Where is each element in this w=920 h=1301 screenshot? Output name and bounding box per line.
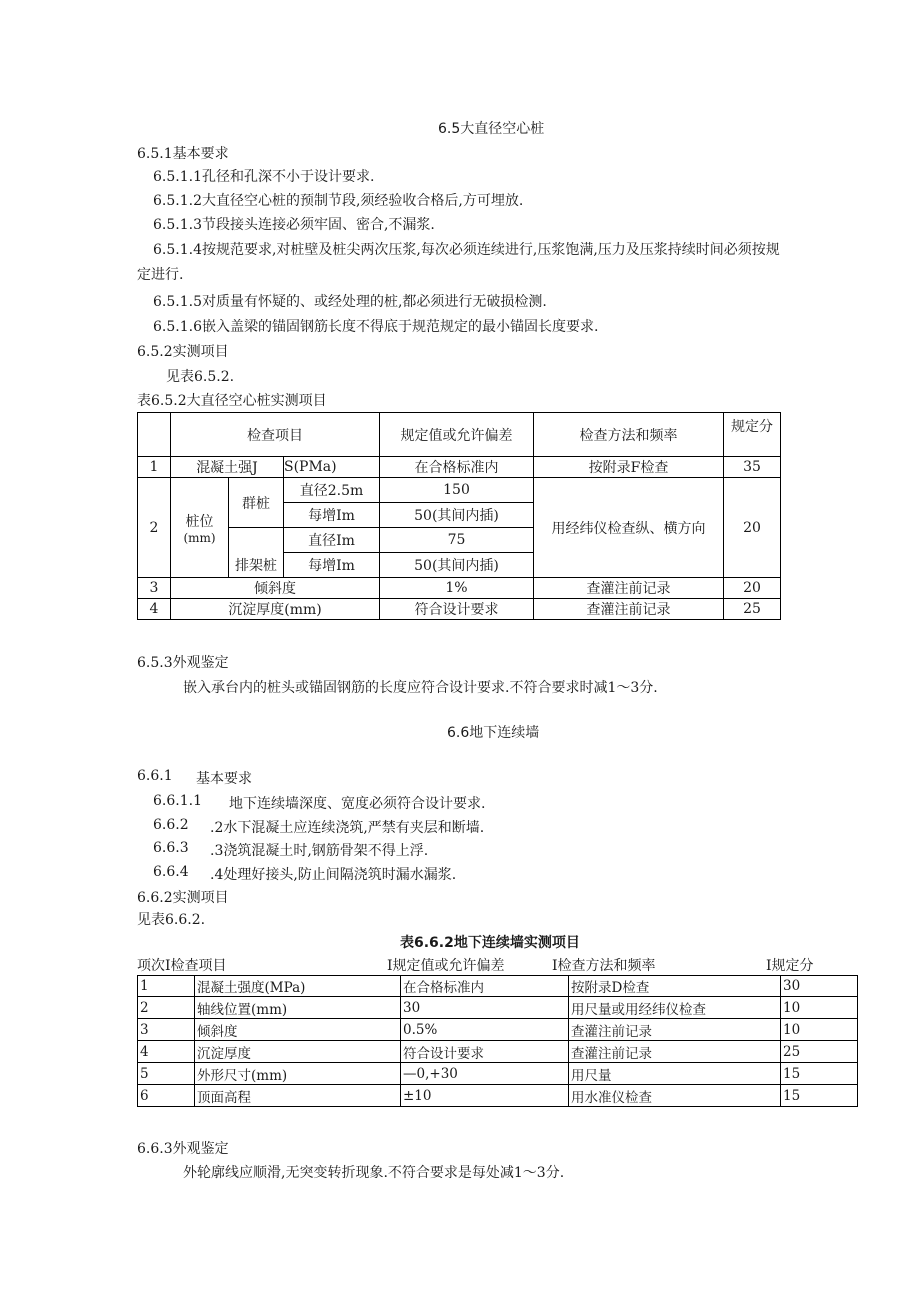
see-table-6-5-2: 见表6.5.2. <box>166 369 235 385</box>
cell-no: 1 <box>138 976 195 997</box>
row-score: 20 <box>724 578 781 599</box>
heading-6-6-2: 6.6.2实测项目 <box>137 890 229 906</box>
para-6-5-1-4: 6.5.1.4按规范要求,对桩壁及桩尖两次压浆,每次必须连续进行,压浆饱满,压力及压浆持续时间必须按规 <box>153 242 780 258</box>
cell-value: ±10 <box>401 1085 569 1107</box>
pile-position-label: 桩位 <box>185 513 214 530</box>
row-value: 符合设计要求 <box>380 599 534 620</box>
cell-value: 0.5% <box>401 1019 569 1041</box>
heading-6-5-1: 6.5.1基本要求 <box>137 146 229 162</box>
table-row <box>138 997 858 1019</box>
header-value: 规定值或允许偏差 <box>380 413 534 457</box>
list-6-6-1-1-text: 地下连续墙深度、宽度必须符合设计要求. <box>229 796 486 812</box>
cell-score: 30 <box>781 976 858 997</box>
sub-item: 每增Im <box>284 503 380 528</box>
row-item-unit: S(PMa) <box>284 457 380 478</box>
list-6-6-4-text: .4处理好接头,防止间隔浇筑时漏水漏浆. <box>210 867 457 883</box>
row-score: 35 <box>724 457 781 478</box>
section-6-6-title: 6.6地下连续墙 <box>447 725 540 741</box>
row-score: 25 <box>724 599 781 620</box>
list-6-6-1-1-no: 6.6.1.1 <box>153 793 202 809</box>
heading-6-5-2: 6.5.2实测项目 <box>137 344 229 360</box>
list-6-6-3-text: .3浇筑混凝土时,钢筋骨架不得上浮. <box>210 843 429 859</box>
row-value: 1% <box>380 578 534 599</box>
table-6-5-2-caption: 表6.5.2大直径空心桩实测项目 <box>137 393 327 409</box>
cell-value: —0,+30 <box>401 1063 569 1085</box>
row-method: 按附录F检查 <box>534 457 724 478</box>
cell-method: 用尺量 <box>569 1063 781 1085</box>
cell-method: 查灌注前记录 <box>569 1019 781 1041</box>
sub-value: 150 <box>380 478 534 503</box>
table-row <box>138 478 781 503</box>
row-value: 在合格标准内 <box>380 457 534 478</box>
cell-item: 倾斜度 <box>195 1019 401 1041</box>
table-6-6-2-caption: 表6.6.2地下连续墙实测项目 <box>400 935 580 951</box>
row-item-pile-position <box>171 478 229 578</box>
cell-method: 用水准仪检查 <box>569 1085 781 1107</box>
para-6-5-3: 嵌入承台内的桩头或锚固钢筋的长度应符合设计要求.不符合要求时减1～3分. <box>183 680 658 696</box>
cell-no: 2 <box>138 997 195 1019</box>
row-no: 2 <box>138 478 171 578</box>
para-6-6-3: 外轮廓线应顺滑,无突变转折现象.不符合要求是每处减1～3分. <box>183 1165 565 1181</box>
cell-score: 25 <box>781 1041 858 1063</box>
cell-item: 外形尺寸(mm) <box>195 1063 401 1085</box>
table-header-row <box>138 413 781 457</box>
para-6-5-1-2: 6.5.1.2大直径空心桩的预制节段,须经验收合格后,方可埋放. <box>153 193 524 209</box>
cell-no: 3 <box>138 1019 195 1041</box>
sub-item: 每增Im <box>284 553 380 578</box>
cell-value: 30 <box>401 997 569 1019</box>
heading-6-6-1-text: 基本要求 <box>196 771 252 787</box>
cell-score: 10 <box>781 997 858 1019</box>
row-no: 4 <box>138 599 171 620</box>
row-method: 查灌注前记录 <box>534 599 724 620</box>
table-row <box>138 1085 858 1107</box>
para-6-5-1-5: 6.5.1.5对质量有怀疑的、或经处理的桩,都必须进行无破损检测. <box>153 294 547 310</box>
para-6-5-1-6: 6.5.1.6嵌入盖梁的锚固钢筋长度不得底于规范规定的最小锚固长度要求. <box>153 319 599 335</box>
cell-value: 在合格标准内 <box>401 976 569 997</box>
pile-position-unit: (mm) <box>183 530 216 545</box>
header-item: 检查项目 <box>171 413 380 457</box>
cell-method: 按附录D检查 <box>569 976 781 997</box>
cell-score: 10 <box>781 1019 858 1041</box>
table-6-6-2 <box>137 975 858 1107</box>
heading-6-5-3: 6.5.3外观鉴定 <box>137 655 229 671</box>
cell-no: 5 <box>138 1063 195 1085</box>
cell-method: 查灌注前记录 <box>569 1041 781 1063</box>
list-6-6-2-text: .2水下混凝土应连续浇筑,严禁有夹层和断墙. <box>210 820 485 836</box>
row-no: 3 <box>138 578 171 599</box>
cell-method: 用尺量或用经纬仪检查 <box>569 997 781 1019</box>
sub-value: 75 <box>380 528 534 553</box>
table-6-6-2-header-3: I检查方法和频率 <box>552 958 656 974</box>
sub-item: 直径Im <box>284 528 380 553</box>
row-item: 沉淀厚度(mm) <box>171 599 380 620</box>
sub-value: 50(其间内插) <box>380 503 534 528</box>
row-method: 查灌注前记录 <box>534 578 724 599</box>
table-row <box>138 1041 858 1063</box>
section-6-5-title: 6.5大直径空心桩 <box>438 121 545 137</box>
heading-6-6-1-no: 6.6.1 <box>137 768 173 784</box>
header-score: 规定分 <box>724 413 781 457</box>
list-6-6-4-no: 6.6.4 <box>153 864 189 880</box>
list-6-6-2-no: 6.6.2 <box>153 817 189 833</box>
cell-item: 顶面高程 <box>195 1085 401 1107</box>
table-row <box>138 457 781 478</box>
table-row <box>138 599 781 620</box>
header-method: 检查方法和频率 <box>534 413 724 457</box>
cell-value: 符合设计要求 <box>401 1041 569 1063</box>
para-6-5-1-4-cont: 定进行. <box>137 267 184 283</box>
row-no: 1 <box>138 457 171 478</box>
row-score: 20 <box>724 478 781 578</box>
para-6-5-1-3: 6.5.1.3节段接头连接必须牢固、密合,不漏浆. <box>153 217 435 233</box>
group-pile-label: 群桩 <box>229 478 284 528</box>
cell-no: 4 <box>138 1041 195 1063</box>
list-6-6-3-no: 6.6.3 <box>153 840 189 856</box>
cell-score: 15 <box>781 1085 858 1107</box>
row-item: 倾斜度 <box>171 578 380 599</box>
table-row <box>138 578 781 599</box>
cell-score: 15 <box>781 1063 858 1085</box>
table-6-6-2-header-4: I规定分 <box>766 958 814 974</box>
table-row <box>138 976 858 997</box>
table-6-5-2 <box>137 412 781 620</box>
heading-6-6-3: 6.6.3外观鉴定 <box>137 1141 229 1157</box>
table-6-6-2-header-1: 项次I检查项目 <box>137 958 227 974</box>
table-row <box>138 1019 858 1041</box>
frame-pile-label: 排架桩 <box>229 528 284 578</box>
cell-item: 轴线位置(mm) <box>195 997 401 1019</box>
cell-item: 混凝土强度(MPa) <box>195 976 401 997</box>
see-table-6-6-2: 见表6.6.2. <box>137 912 206 928</box>
sub-value: 50(其间内插) <box>380 553 534 578</box>
row-method: 用经纬仪检查纵、横方向 <box>534 478 724 578</box>
cell-item: 沉淀厚度 <box>195 1041 401 1063</box>
row-item: 混凝土强J <box>171 457 284 478</box>
para-6-5-1-1: 6.5.1.1孔径和孔深不小于设计要求. <box>153 169 375 185</box>
table-row <box>138 1063 858 1085</box>
sub-item: 直径2.5m <box>284 478 380 503</box>
table-6-6-2-header-2: I规定值或允许偏差 <box>387 958 505 974</box>
cell-no: 6 <box>138 1085 195 1107</box>
